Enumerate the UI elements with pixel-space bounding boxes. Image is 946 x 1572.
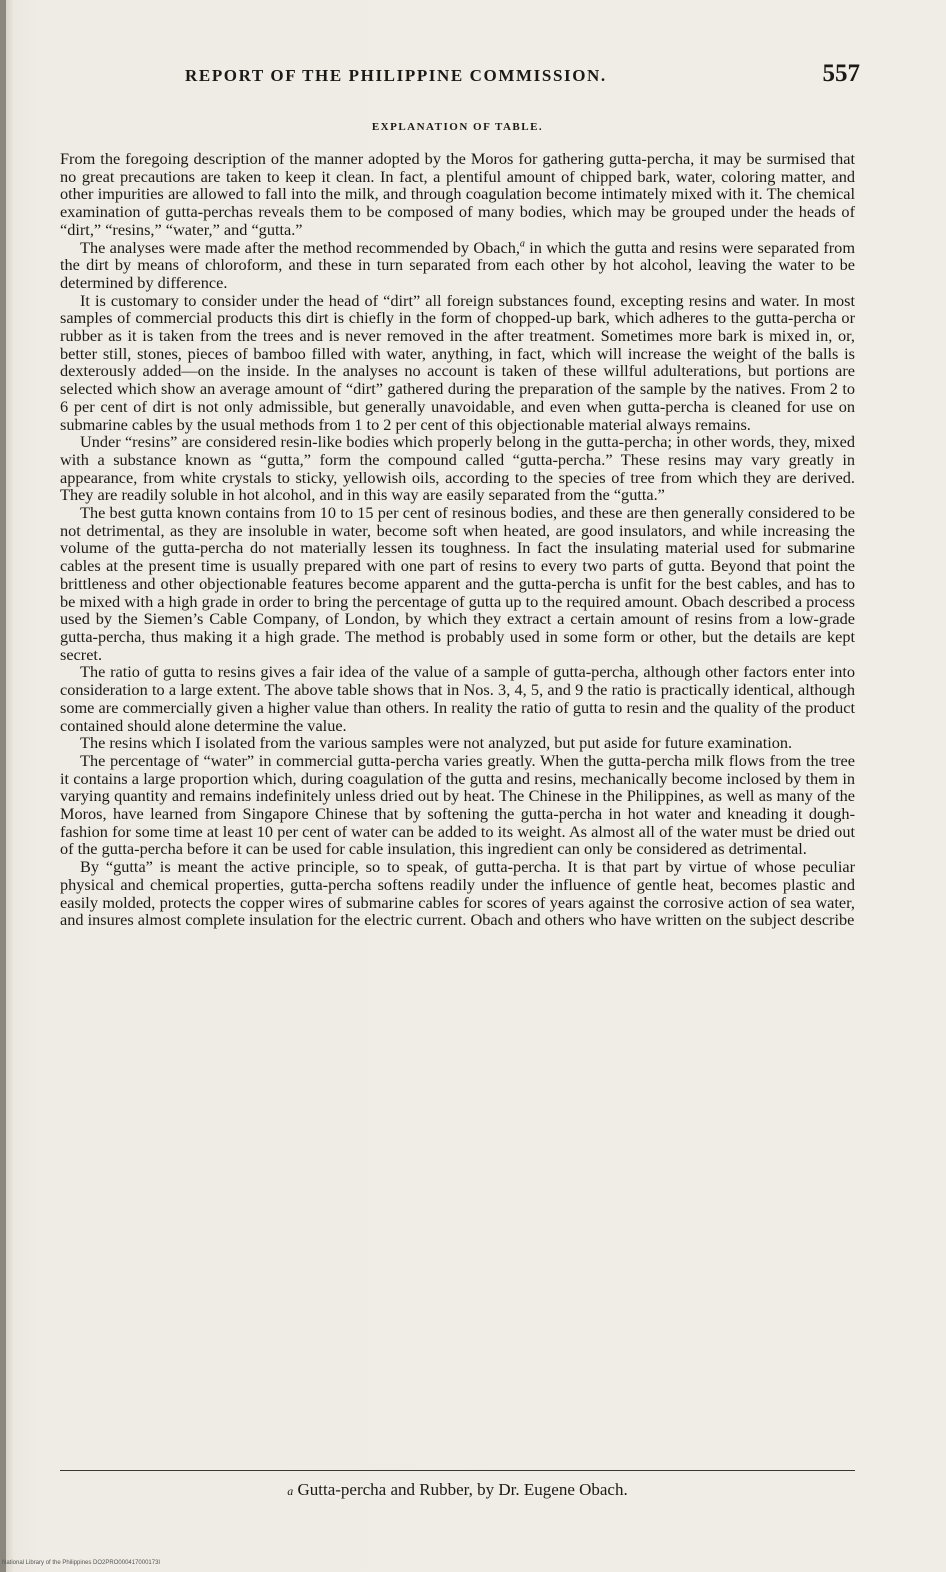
page-header [60,60,860,94]
footnote-rule [60,1470,855,1471]
section-title: EXPLANATION OF TABLE. [371,121,544,133]
footnote [60,1480,855,1500]
footnote-reference[interactable]: a [519,238,525,250]
body-text [60,150,855,929]
paragraph: By “gutta” is meant the active principle, so to speak, of gutta-percha. It is that part by virtue of whose peculiar physical and chemical properties, gutta-percha softens readily under the influence of gentle heat, becomes plastic and easily molded, protects the copper wires of submarine cables for scores of years against the corrosive action of sea water, and insures almost complete insulation for the electric current. Obach and others who have written on the subject describe [60,857,855,930]
analyses-text-start: The analyses were made after the method recommended by Obach, [80,237,520,257]
page-number: 557 [822,60,860,87]
binding-gutter [0,0,6,1572]
paragraph: It is customary to consider under the head of “dirt” all foreign substances found, excepting resins and water. In most samples of commercial products this dirt is chiefly in the form of chopped-up bark, which adheres to the gutta-percha or rubber as it is taken from the trees and is never removed in the after treatment. Sometimes more bark is mixed in, or, better still, stones, pieces of bamboo filled with water, anything, in fact, which will increase the weight of the balls is dexterously added—on the inside. In the analyses no account is taken of these willful adulterations, but portions are selected which show an average amount of “dirt” gathered during the preparation of the sample by the natives. From 2 to 6 per cent of dirt is not only admissible, but generally unavoidable, and even when gutta-percha is cleaned for use on submarine cables by the usual methods from 1 to 2 per cent of this objectionable material always remains. [60,290,855,434]
paragraph: The resins which I isolated from the various samples were not analyzed, but put aside for future examination. [80,733,793,753]
footnote-text: Gutta-percha and Rubber, by Dr. Eugene Obach. [297,1480,628,1499]
paragraph: Under “resins” are considered resin-like bodies which properly belong in the gutta-percha; in other words, they, mixed with a substance known as “gutta,” form the compound called “gutta-percha.” These resins may vary greatly in appearance, from white crystals to sticky, yellowish oils, according to the species of tree from which they are derived. They are readily soluble in hot alcohol, and in this way are easily separated from the “gutta.” [60,432,855,505]
paragraph: The percentage of “water” in commercial gutta-percha varies greatly. When the gutta-percha milk flows from the tree it contains a large proportion which, during coagulation of the gutta and resins, mechanically become inclosed by them in varying quantity and remains indefinitely unless dried out by heat. The Chinese in the Philippines, as well as many of the Moros, have learned from Singapore Chinese that by softening the gutta-percha in hot water and kneading it dough-fashion for some time at least 10 per cent of water can be added to its weight. As almost all of the water must be dried out of the gutta-percha before it can be used for cable insulation, this ingredient can only be considered as detrimental. [60,750,855,859]
paragraph: The best gutta known contains from 10 to 15 per cent of resinous bodies, and these are then generally considered to be not detrimental, as they are insoluble in water, become soft when heated, are good insulators, and while increasing the volume of the gutta-percha do not materially lessen its toughness. In fact the insulating material used for submarine cables at the present time is usually prepared with one part of resins to every two parts of gutta. Beyond that point the brittleness and other objectionable features become apparent and the gutta-percha is unfit for the best cables, and has to be mixed with a high grade in order to bring the percentage of gutta up to the required amount. Obach described a process used by the Siemen’s Cable Company, of London, by which they extract a certain amount of resins from a low-grade gutta-percha, thus making it a high grade. The method is probably used in some form or other, but the details are kept secret. [60,503,855,664]
analyses-text-end: in which the gutta and resins were separated from the dirt by means of chloroform, and these in turn separated from each other by hot alcohol, leaving the water to be determined by difference. [60,237,855,292]
paragraph: From the foregoing description of the manner adopted by the Moros for gathering gutta-percha, it may be surmised that no great precautions are taken to keep it clean. In fact, a plentiful amount of chipped bark, water, coloring matter, and other impurities are allowed to fall into the milk, and through coagulation become intimately mixed with it. The chemical examination of gutta-perchas reveals them to be composed of many bodies, which may be grouped under the heads of “dirt,” “resins,” “water,” and “gutta.” [60,149,855,239]
running-head: REPORT OF THE PHILIPPINE COMMISSION. [185,66,607,85]
paragraph-analyses [60,239,855,292]
library-imprint: National Library of the Philippines DO2PRO000417000173I [2,1560,161,1566]
footnote-mark: a [287,1484,294,1498]
paragraph: The ratio of gutta to resins gives a fair idea of the value of a sample of gutta-percha, although other factors enter into consideration to a large extent. The above table shows that in Nos. 3, 4, 5, and 9 the ratio is practically identical, although some are commercially given a higher value than others. In reality the ratio of gutta to resin and the quality of the product contained should alone determine the value. [60,662,855,735]
